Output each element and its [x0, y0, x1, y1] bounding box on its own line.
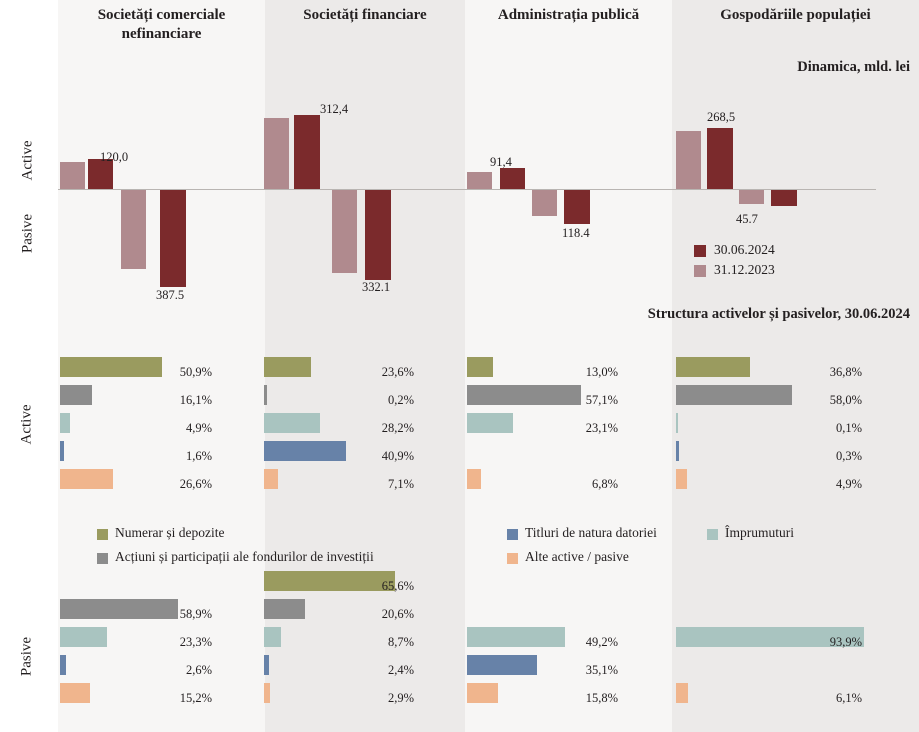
legend-label-imprumuturi: Împrumuturi: [725, 525, 794, 540]
axis-label-passive-bottom: Pasive: [18, 636, 35, 677]
act-c1-bar-3: [60, 413, 70, 433]
column-header-2: [265, 6, 465, 25]
axis-label-active-mid: Active: [18, 404, 35, 445]
pas-c2-bar-5: [264, 683, 270, 703]
column-header-3: [465, 6, 672, 25]
legend-swatch-numerar: [97, 529, 108, 540]
dyn-bar-c3-2024-active: [500, 168, 525, 189]
act-c4-bar-5: [676, 469, 687, 489]
dyn-bar-c3-2023-passive: [532, 190, 557, 216]
dyn-bar-c4-2023-active: [676, 131, 701, 189]
legend-swatch-2023: [694, 265, 706, 277]
act-c3-label-2: 57,1%: [585, 393, 618, 407]
pas-c1-bar-4: [60, 655, 66, 675]
legend-label-2024: 30.06.2024: [714, 242, 775, 257]
act-c2-bar-3: [264, 413, 320, 433]
pas-c4-label-5: 6,1%: [835, 691, 862, 705]
dyn-value-c1-passive: 387.5: [156, 288, 185, 302]
axis-label-active-top: Active: [19, 140, 36, 181]
dyn-value-c1-active: 120,0: [100, 150, 129, 164]
pas-c1-label-2: 58,9%: [179, 607, 212, 621]
pas-c3-bar-4: [467, 655, 537, 675]
pas-c3-label-4: 35,1%: [585, 663, 618, 677]
act-c1-label-2: 16,1%: [179, 393, 212, 407]
act-c2-label-4: 40,9%: [381, 449, 414, 463]
act-c4-bar-1: [676, 357, 750, 377]
dyn-value-c4-passive: 45.7: [736, 212, 758, 226]
dyn-bar-c3-2024-passive: [564, 190, 590, 224]
dyn-bar-c4-2023-passive: [739, 190, 764, 204]
dyn-value-c2-active: 312,4: [320, 102, 349, 116]
legend-label-actiuni: Acțiuni și participații ale fondurilor de investiții: [115, 549, 374, 564]
act-c4-label-1: 36,8%: [829, 365, 862, 379]
dyn-bar-c1-2023-passive: [121, 190, 146, 269]
act-c4-bar-3: [676, 413, 678, 433]
act-c2-label-3: 28,2%: [381, 421, 414, 435]
act-c1-bar-4: [60, 441, 64, 461]
act-c2-label-1: 23,6%: [381, 365, 414, 379]
legend-label-alte: Alte active / pasive: [525, 549, 629, 564]
act-c2-label-2: 0,2%: [387, 393, 414, 407]
pas-c2-label-4: 2,4%: [387, 663, 414, 677]
column-header-4-label: Gospodăriile populației: [720, 7, 871, 23]
act-c4-label-4: 0,3%: [835, 449, 862, 463]
dyn-bar-c2-2024-active: [294, 115, 320, 189]
act-c1-bar-1: [60, 357, 162, 377]
legend-label-2023: 31.12.2023: [714, 262, 775, 277]
dyn-bar-c3-2023-active: [467, 172, 492, 189]
act-c4-label-3: 0,1%: [835, 421, 862, 435]
pas-c2-label-3: 8,7%: [387, 635, 414, 649]
legend-label-numerar: Numerar și depozite: [115, 525, 225, 540]
pas-c3-bar-3: [467, 627, 565, 647]
act-c1-label-3: 4,9%: [185, 421, 212, 435]
column-header-1: [58, 6, 265, 44]
dyn-bar-c1-2023-active: [60, 162, 85, 189]
act-c4-label-5: 4,9%: [835, 477, 862, 491]
dyn-bar-c4-2024-passive: [771, 190, 797, 206]
dyn-bar-c1-2024-passive: [160, 190, 186, 287]
act-c2-bar-2: [264, 385, 267, 405]
pas-c1-bar-3: [60, 627, 107, 647]
act-c4-bar-2: [676, 385, 792, 405]
dyn-value-c2-passive: 332.1: [362, 280, 391, 294]
act-c2-label-5: 7,1%: [387, 477, 414, 491]
pas-c1-label-5: 15,2%: [179, 691, 212, 705]
act-c3-bar-1: [467, 357, 493, 377]
pas-c3-bar-5: [467, 683, 498, 703]
legend-swatch-actiuni: [97, 553, 108, 564]
pas-c4-label-3: 93,9%: [829, 635, 862, 649]
pas-c3-label-3: 49,2%: [585, 635, 618, 649]
act-c4-label-2: 58,0%: [829, 393, 862, 407]
pas-c2-label-2: 20,6%: [381, 607, 414, 621]
act-c2-bar-4: [264, 441, 346, 461]
column-header-1-label: Societăți comerciale nefinanciare: [97, 7, 226, 42]
pas-c2-label-5: 2,9%: [387, 691, 414, 705]
column-header-3-label: Administrația publică: [497, 7, 640, 23]
legend-swatch-imprumuturi: [707, 529, 718, 540]
dyn-value-c3-active: 91,4: [490, 155, 512, 169]
legend-swatch-2024: [694, 245, 706, 257]
act-c3-label-1: 13,0%: [585, 365, 618, 379]
pas-c2-label-1: 65,6%: [381, 579, 414, 593]
dyn-value-c4-active: 268,5: [707, 110, 736, 124]
act-c1-label-1: 50,9%: [179, 365, 212, 379]
structure-title: Structura activelor și pasivelor, 30.06.2024: [647, 306, 910, 322]
act-c3-label-5: 6,8%: [591, 477, 618, 491]
act-c1-label-4: 1,6%: [185, 449, 212, 463]
pas-c3-label-5: 15,8%: [585, 691, 618, 705]
pas-c1-bar-5: [60, 683, 90, 703]
act-c1-label-5: 26,6%: [179, 477, 212, 491]
pas-c4-bar-5: [676, 683, 688, 703]
act-c4-bar-4: [676, 441, 679, 461]
legend-swatch-alte: [507, 553, 518, 564]
dyn-bar-c4-2024-active: [707, 128, 733, 189]
act-c1-bar-2: [60, 385, 92, 405]
act-c3-label-3: 23,1%: [585, 421, 618, 435]
pas-c2-bar-2: [264, 599, 305, 619]
dyn-bar-c2-2023-passive: [332, 190, 357, 273]
act-c2-bar-5: [264, 469, 278, 489]
dyn-bar-c2-2024-passive: [365, 190, 391, 280]
pas-c1-label-4: 2,6%: [185, 663, 212, 677]
pas-c2-bar-3: [264, 627, 281, 647]
column-header-4: [672, 6, 919, 25]
legend-label-titluri: Titluri de natura datoriei: [525, 525, 657, 540]
legend-swatch-titluri: [507, 529, 518, 540]
act-c3-bar-3: [467, 413, 513, 433]
column-header-2-label: Societăți financiare: [303, 7, 427, 23]
act-c1-bar-5: [60, 469, 113, 489]
pas-c2-bar-4: [264, 655, 269, 675]
dynamics-title: Dinamica, mld. lei: [797, 59, 910, 75]
dyn-bar-c2-2023-active: [264, 118, 289, 189]
axis-label-passive-top: Pasive: [19, 213, 36, 254]
act-c3-bar-5: [467, 469, 481, 489]
dyn-value-c3-passive: 118.4: [562, 226, 590, 240]
act-c2-bar-1: [264, 357, 311, 377]
pas-c1-label-3: 23,3%: [179, 635, 212, 649]
